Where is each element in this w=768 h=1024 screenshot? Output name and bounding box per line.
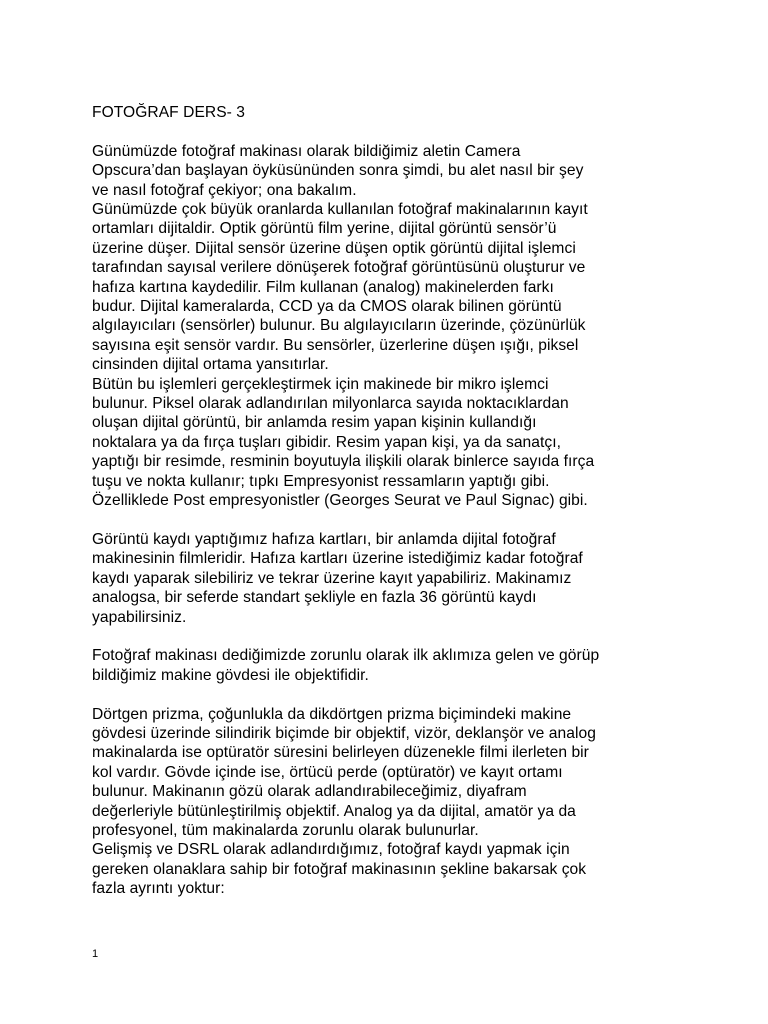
text-line: bulunur. Piksel olarak adlandırılan milyonlarca sayıda noktacıklardan <box>92 395 569 413</box>
text-line: hafıza kartına kaydedilir. Film kullanan (analog) makinelerden farkı <box>92 278 554 296</box>
text-line: kaydı yaparak silebiliriz ve tekrar üzerine kayıt yapabiliriz. Makinamız <box>92 569 572 587</box>
text-line: kol vardır. Gövde içinde ise, örtücü perde (optüratör) ve kayıt ortamı <box>92 763 563 781</box>
text-line: tarafından sayısal verilere dönüşerek fotoğraf görüntüsünü oluşturur ve <box>92 259 586 277</box>
paragraph <box>92 530 692 627</box>
text-line: makinalarda ise optüratör süresini belirleyen düzenekle filmi ilerleten bir <box>92 744 589 762</box>
paragraph <box>92 200 692 375</box>
text-line: gereken olanaklara sahip bir fotoğraf makinasının şekline bakarsak çok <box>92 860 587 878</box>
text-line: Dörtgen prizma, çoğunlukla da dikdörtgen prizma biçimindeki makine <box>92 705 572 723</box>
text-line: ve nasıl fotoğraf çekiyor; ona bakalım. <box>92 181 357 199</box>
document-title: FOTOĞRAF DERS- 3 <box>92 104 245 121</box>
paragraph <box>92 375 692 511</box>
page-number: 1 <box>92 948 99 960</box>
text-line: fazla ayrıntı yoktur: <box>92 880 225 898</box>
text-line: oluşan dijital görüntü, bir anlamda resim yapan kişinin kullandığı <box>92 414 537 432</box>
paragraph <box>92 142 692 200</box>
paragraph <box>92 646 692 685</box>
paragraph-spacer <box>92 511 692 530</box>
text-line: Opscura’dan başlayan öyküsününden sonra şimdi, bu alet nasıl bir şey <box>92 162 584 180</box>
text-line: ortamları dijitaldir. Optik görüntü film yerine, dijital görüntü sensör’ü <box>92 220 557 238</box>
text-line: tuşu ve nokta kullanır; tıpkı Empresyonist ressamların yaptığı gibi. <box>92 472 550 490</box>
paragraph-spacer <box>92 685 692 704</box>
text-line: algılayıcıları (sensörler) bulunur. Bu algılayıcıların üzerinde, çözünürlük <box>92 317 586 335</box>
text-line: yaptığı bir resimde, resminin boyutuyla ilişkili olarak binlerce sayıda fırça <box>92 453 595 471</box>
text-line: Görüntü kaydı yaptığımız hafıza kartları, bir anlamda dijital fotoğraf <box>92 530 556 548</box>
text-line: budur. Dijital kameralarda, CCD ya da CMOS olarak bilinen görüntü <box>92 298 562 316</box>
text-line: Özelliklede Post empresyonistler (Georges Seurat ve Paul Signac) gibi. <box>92 492 588 510</box>
text-line: Günümüzde fotoğraf makinası olarak bildiğimiz aletin Camera <box>92 142 521 160</box>
text-line: makinesinin filmleridir. Hafıza kartları üzerine istediğimiz kadar fotoğraf <box>92 550 583 568</box>
text-line: Bütün bu işlemleri gerçekleştirmek için makinede bir mikro işlemci <box>92 375 549 393</box>
text-line: sayısına eşit sensör vardır. Bu sensörler, üzerlerine düşen ışığı, piksel <box>92 336 579 354</box>
text-line: cinsinden dijital ortama yansıtırlar. <box>92 356 329 374</box>
text-line: noktalara ya da fırça tuşları gibidir. Resim yapan kişi, ya da sanatçı, <box>92 433 561 451</box>
text-line: profesyonel, tüm makinalarda zorunlu olarak bulunurlar. <box>92 821 479 839</box>
text-line: analogsa, bir seferde standart şekliyle en fazla 36 görüntü kaydı <box>92 589 537 607</box>
text-line: gövdesi üzerinde silindirik biçimde bir objektif, vizör, deklanşör ve analog <box>92 724 596 742</box>
paragraph <box>92 705 692 841</box>
paragraph <box>92 840 692 898</box>
text-line: yapabilirsiniz. <box>92 608 187 626</box>
text-line: değerleriyle bütünleştirilmiş objektif. Analog ya da dijital, amatör ya da <box>92 802 576 820</box>
text-line: Günümüzde çok büyük oranlarda kullanılan fotoğraf makinalarının kayıt <box>92 201 588 219</box>
text-line: bildiğimiz makine gövdesi ile objektifidir. <box>92 666 369 684</box>
text-line: Fotoğraf makinası dediğimizde zorunlu olarak ilk aklımıza gelen ve görüp <box>92 647 600 665</box>
document-body <box>92 103 692 899</box>
text-line: üzerine düşer. Dijital sensör üzerine düşen optik görüntü dijital işlemci <box>92 239 576 257</box>
paragraph-list <box>92 142 692 899</box>
text-line: bulunur. Makinanın gözü olarak adlandırabileceğimiz, diyafram <box>92 783 527 801</box>
text-line: Gelişmiş ve DSRL olarak adlandırdığımız, fotoğraf kaydı yapmak için <box>92 841 570 859</box>
paragraph-spacer <box>92 627 692 646</box>
